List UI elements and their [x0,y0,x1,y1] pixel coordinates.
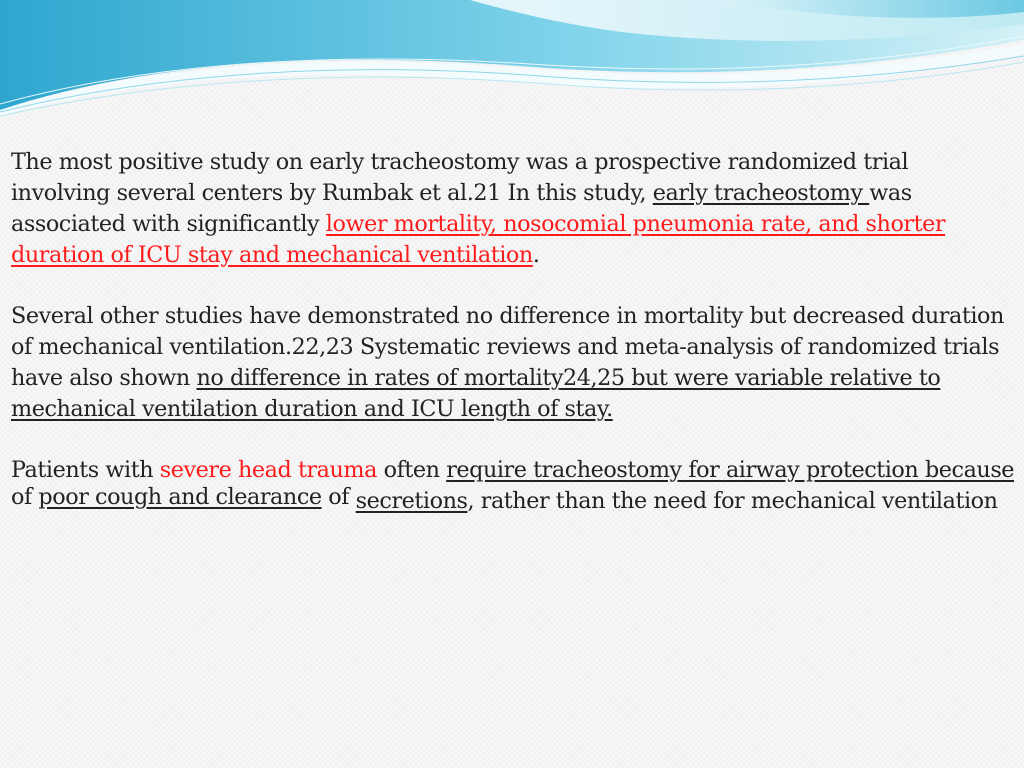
underlined-phrase-no-difference: no difference in rates of mortality24,25 but were variable relative to [196,365,941,391]
highlighted-severe-head-trauma: severe head trauma [159,457,377,483]
underlined-phrase-airway-protection: require tracheostomy for airway protection because [446,457,1015,483]
p2-line-3 [11,363,1016,394]
text-run: associated with significantly [11,211,326,237]
text-run: . [532,242,540,268]
p2-line-4 [11,394,1016,425]
p1-line-3 [11,209,1016,240]
highlighted-outcomes-phrase: lower mortality, nosocomial pneumonia rate, and shorter [325,211,946,237]
underlined-phrase-early-tracheostomy: early tracheostomy [652,180,870,206]
p1-line-4 [11,240,1016,271]
paragraph-early-tracheostomy [11,147,1016,271]
p3-line-2 [11,482,1016,513]
text-run: Several other studies have demonstrated no difference in mortality but decreased duration [11,303,1004,329]
text-run: of [321,484,356,510]
slide-body [11,147,1016,517]
p2-line-2 [11,332,1016,363]
text-run: of mechanical ventilation.22,23 Systematic reviews and meta-analysis of randomized trials [11,334,1000,360]
text-run: Patients with [11,457,160,483]
highlighted-outcomes-phrase-cont: duration of ICU stay and mechanical ventilation [11,242,533,268]
text-run: , rather than the need for mechanical ventilation [467,488,998,514]
header-wave-decoration [0,0,1024,120]
paragraph-other-studies [11,301,1016,425]
text-run: of [11,484,39,510]
text-run: have also shown [11,365,197,391]
underlined-phrase-poor-cough: poor cough and clearance [38,484,322,510]
text-run: often [376,457,447,483]
p2-line-1 [11,301,1016,332]
text-run: involving several centers by Rumbak et al.21 In this study, [11,180,653,206]
p1-line-2 [11,178,1016,209]
text-run: The most positive study on early tracheostomy was a prospective randomized trial [11,149,909,175]
underlined-word-secretions: secretions [355,488,468,514]
text-run: was [869,180,912,206]
p1-line-1 [11,147,1016,178]
paragraph-head-trauma [11,455,1016,517]
underlined-phrase-no-difference-cont: mechanical ventilation duration and ICU length of stay. [11,396,613,422]
